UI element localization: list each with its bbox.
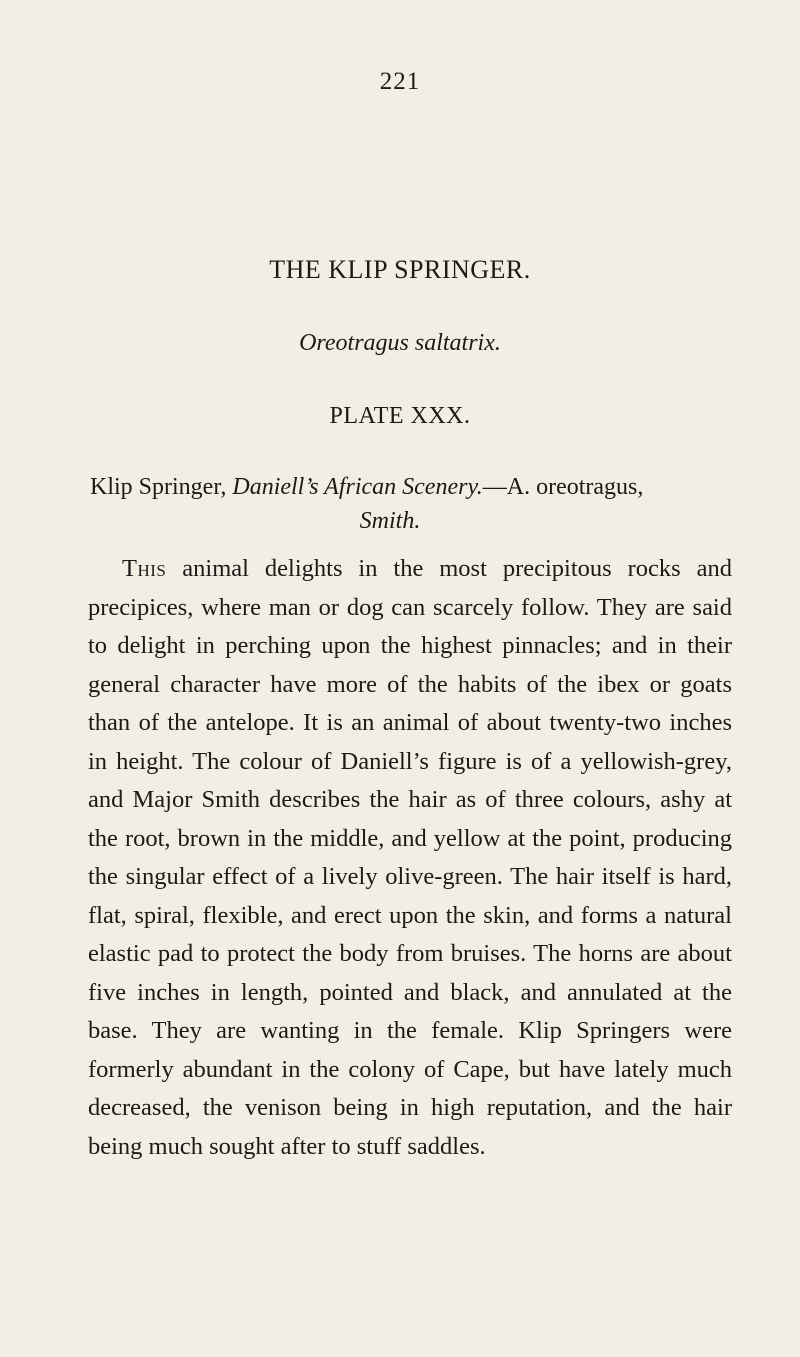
paragraph-text: animal delights in the most precipitous rocks and precipices, where man or dog can scarcely follow. They are said to delight in perching upon the highest pinnacles; and in their general character have more of the habits of the ibex or goats than of the antelope. It is an animal of about twenty-two inches in height. The colour of Daniell’s figure is of a yellowish-grey, and Major Smith describes the hair as of three colours, ashy at the root, brown in the middle, and yellow at the point, producing the singular effect of a lively olive-green. The hair itself is hard, flat, spiral, flexible, and erect upon the skin, and forms a natural elastic pad to protect the body from bruises. The horns are about five inches in length, pointed and black, and annulated at the base. They are wanting in the female. Klip Springers were formerly abundant in the colony of Cape, but have lately much decreased, the venison being in high reputation, and the hair being much sought after to stuff saddles. bbox=[88, 555, 732, 1160]
page-number: 221 bbox=[379, 68, 421, 95]
body-paragraph bbox=[88, 550, 732, 1166]
dash-reference: —A. oreotragus, bbox=[482, 474, 644, 500]
synonymy bbox=[90, 470, 730, 538]
species-name: Oreotragus saltatrix. bbox=[299, 330, 501, 356]
first-word: This bbox=[122, 555, 167, 582]
page-title: THE KLIP SPRINGER. bbox=[269, 255, 531, 284]
source-title: Daniell’s African Scenery. bbox=[232, 474, 483, 500]
plate-number: PLATE XXX. bbox=[329, 403, 471, 429]
common-name: Klip Springer, bbox=[90, 474, 227, 500]
author-name: Smith. bbox=[359, 508, 421, 534]
